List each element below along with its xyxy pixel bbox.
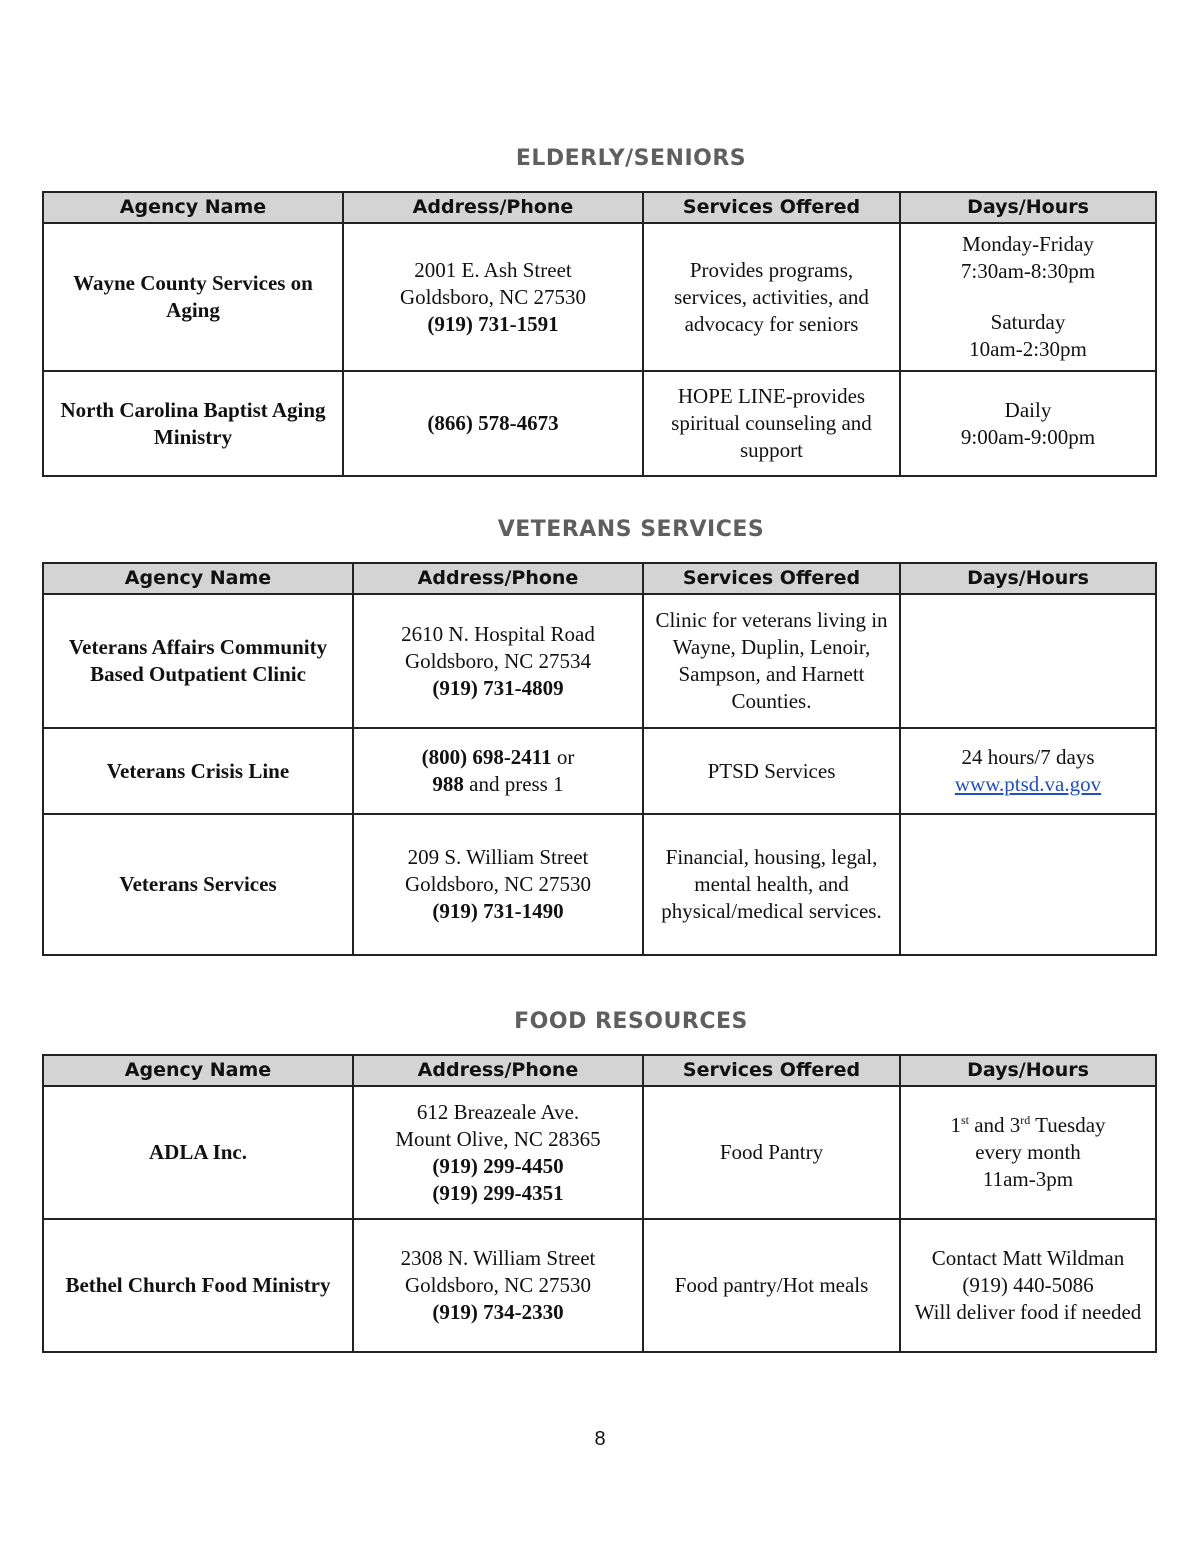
- services-offered: Financial, housing, legal, mental health, and physical/medical services.: [643, 814, 900, 955]
- hours-line: 11am-3pm: [982, 1167, 1074, 1191]
- table-row: [43, 814, 1156, 955]
- days-hours: [900, 728, 1156, 814]
- address-line: Goldsboro, NC 27534: [404, 648, 592, 673]
- agency-name: Bethel Church Food Ministry: [43, 1219, 353, 1352]
- services-offered: HOPE LINE-provides spiritual counseling and support: [643, 371, 900, 476]
- days-hours: [900, 1219, 1156, 1352]
- services-offered: Food pantry/Hot meals: [643, 1219, 900, 1352]
- section-title-food: FOOD RESOURCES: [514, 1009, 748, 1034]
- agency-name: Veterans Crisis Line: [43, 728, 353, 814]
- crisis-number: 988: [432, 772, 464, 796]
- address-line: 2308 N. William Street: [400, 1246, 596, 1270]
- ptsd-website-link[interactable]: www.ptsd.va.gov: [954, 772, 1102, 796]
- agency-name: Veterans Affairs Community Based Outpatient Clinic: [43, 594, 353, 728]
- table-row: [43, 371, 1156, 476]
- food-table: [42, 1054, 1157, 1353]
- agency-name: ADLA Inc.: [43, 1086, 353, 1219]
- col-header-address: Address/Phone: [353, 1055, 643, 1086]
- header-row: [43, 1055, 1156, 1086]
- phone-number: (919) 734-2330: [432, 1300, 564, 1324]
- col-header-address: Address/Phone: [353, 563, 643, 594]
- table-row: [43, 1219, 1156, 1352]
- hours-line: 9:00am-9:00pm: [960, 424, 1096, 449]
- address-phone: [343, 223, 643, 371]
- elderly-table: [42, 191, 1157, 477]
- address-phone: [353, 1086, 643, 1219]
- page-number: 8: [594, 1428, 606, 1450]
- phone-number: (919) 731-1591: [427, 311, 559, 336]
- hours-line: 1st and 3rd Tuesday: [950, 1113, 1106, 1137]
- address-line: Mount Olive, NC 28365: [395, 1126, 601, 1151]
- col-header-agency: Agency Name: [43, 1055, 353, 1086]
- days-hours: [900, 1086, 1156, 1219]
- address-line: Goldsboro, NC 27530: [404, 872, 592, 896]
- phone-number: (866) 578-4673: [343, 371, 643, 476]
- agency-name: North Carolina Baptist Aging Ministry: [43, 371, 343, 476]
- address-line: 209 S. William Street: [407, 845, 589, 869]
- hours-line: Saturday: [990, 310, 1066, 334]
- hours-line: 24 hours/7 days: [961, 745, 1095, 769]
- section-title-elderly: ELDERLY/SENIORS: [515, 146, 747, 171]
- table-row: [43, 223, 1156, 371]
- hours-line: 10am-2:30pm: [969, 337, 1087, 361]
- col-header-services: Services Offered: [643, 1055, 900, 1086]
- hours-line: every month: [975, 1140, 1081, 1164]
- header-row: [43, 563, 1156, 594]
- col-header-agency: Agency Name: [43, 563, 353, 594]
- table-row: [43, 1086, 1156, 1219]
- col-header-agency: Agency Name: [43, 192, 343, 223]
- header-row: [43, 192, 1156, 223]
- phone-number: (800) 698-2411: [421, 745, 552, 769]
- section-title-veterans: VETERANS SERVICES: [497, 517, 765, 542]
- address-line: 612 Breazeale Ave.: [416, 1099, 580, 1124]
- table-row: [43, 728, 1156, 814]
- days-hours: [900, 814, 1156, 955]
- hours-line: Contact Matt Wildman: [931, 1246, 1125, 1270]
- address-line: 2001 E. Ash Street: [414, 257, 572, 282]
- col-header-services: Services Offered: [643, 563, 900, 594]
- table-row: [43, 594, 1156, 728]
- address-phone: [353, 728, 643, 814]
- services-offered: Clinic for veterans living in Wayne, Duplin, Lenoir, Sampson, and Harnett Counties.: [643, 594, 900, 728]
- col-header-hours: Days/Hours: [900, 563, 1156, 594]
- crisis-number-suffix: and press 1: [469, 772, 564, 796]
- services-offered: Provides programs, services, activities, and advocacy for seniors: [643, 223, 900, 371]
- phone-number: (919) 299-4450: [432, 1153, 564, 1178]
- days-hours: [900, 223, 1156, 371]
- agency-name: Wayne County Services on Aging: [43, 223, 343, 371]
- col-header-hours: Days/Hours: [900, 1055, 1156, 1086]
- hours-line: (919) 440-5086: [962, 1273, 1094, 1297]
- col-header-services: Services Offered: [643, 192, 900, 223]
- agency-name: Veterans Services: [43, 814, 353, 955]
- address-line: 2610 N. Hospital Road: [401, 621, 595, 646]
- phone-number: (919) 731-4809: [432, 675, 564, 700]
- hours-line: Daily: [1004, 397, 1052, 422]
- services-offered: Food Pantry: [643, 1086, 900, 1219]
- address-phone: [353, 1219, 643, 1352]
- col-header-hours: Days/Hours: [900, 192, 1156, 223]
- days-hours: [900, 594, 1156, 728]
- hours-line: Monday-Friday: [962, 232, 1094, 256]
- days-hours: [900, 371, 1156, 476]
- address-line: Goldsboro, NC 27530: [399, 284, 587, 309]
- address-phone: [353, 814, 643, 955]
- address-phone: [353, 594, 643, 728]
- phone-number: (919) 731-1490: [432, 899, 564, 923]
- services-offered: PTSD Services: [643, 728, 900, 814]
- hours-line: 7:30am-8:30pm: [960, 259, 1096, 283]
- address-line: Goldsboro, NC 27530: [404, 1273, 592, 1297]
- col-header-address: Address/Phone: [343, 192, 643, 223]
- hours-line: Will deliver food if needed: [914, 1300, 1142, 1324]
- phone-number: (919) 299-4351: [432, 1180, 564, 1205]
- veterans-table: [42, 562, 1157, 956]
- phone-suffix: or: [556, 745, 575, 769]
